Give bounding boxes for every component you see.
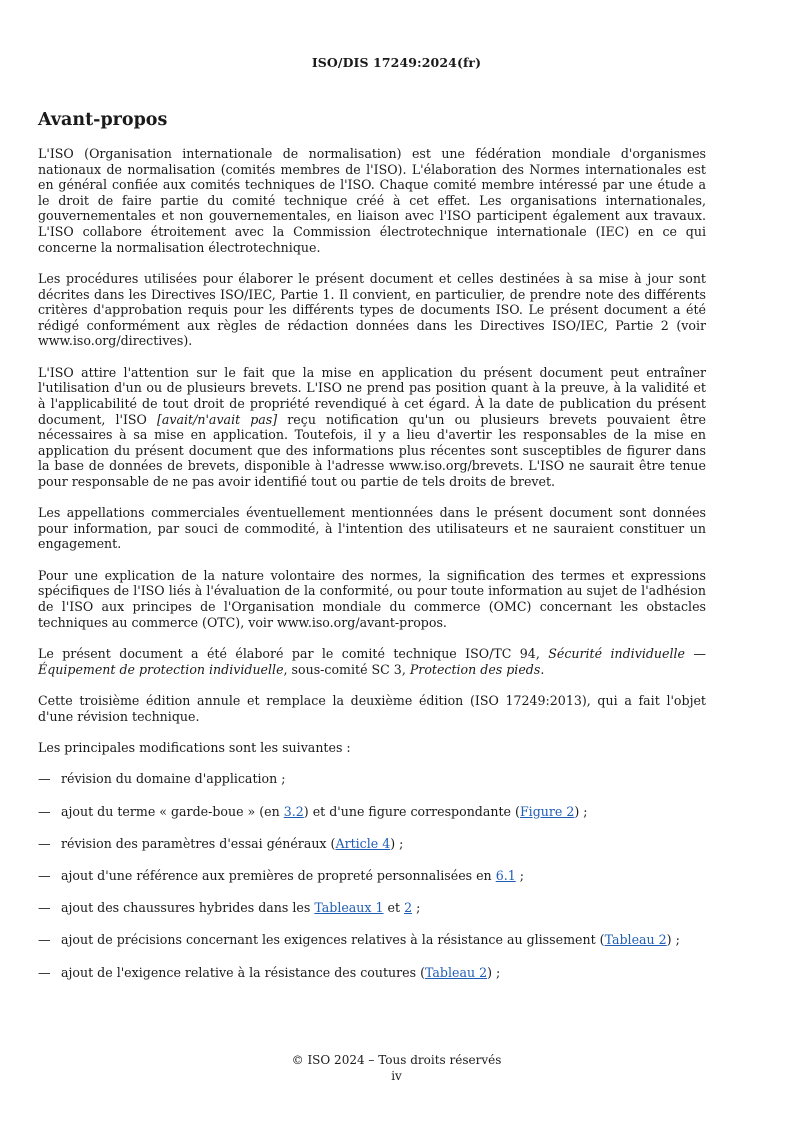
dash-bullet: — [38, 835, 51, 851]
list-item: — ajout de l'exigence relative à la résistance des coutures (Tableau 2) ; [38, 964, 501, 980]
link-figure-2[interactable]: Figure 2 [519, 803, 575, 819]
paragraph-procedures: Les procédures utilisées pour élaborer le présent document et celles destinées à sa mise à jour sont décrites dans les Directives ISO/IEC, Partie 1. Il convient, en particulier, de prendre note des différents critères d'approbation requis pour les différents types de documents ISO. Le présent document a été rédigé conformément aux règles de rédaction données dans les Directives ISO/IEC, Partie 2 (voir www.iso.org/directives). [38, 270, 706, 349]
patent-placeholder: [avait/n'avait pas] [156, 411, 278, 427]
link-tableau-2[interactable]: Tableau 2 [424, 964, 488, 980]
link-3-2[interactable]: 3.2 [283, 803, 304, 819]
paragraph-iso-intro: L'ISO (Organisation internationale de normalisation) est une fédération mondiale d'organismes nationaux de normalisation (comités membres de l'ISO). L'élaboration des Normes internationales est en général confiée aux comités techniques de l'ISO. Chaque comité membre intéressé par une étude a le droit de faire partie du comité technique créé à cet effet. Les organisations internationales, gouvernementales et non gouvernementales, en liaison avec l'ISO participent également aux travaux. L'ISO collabore étroitement avec la Commission électrotechnique internationale (IEC) en ce qui concerne la normalisation électrotechnique. [38, 146, 706, 255]
link-tableaux-1[interactable]: Tableaux 1 [314, 900, 384, 916]
paragraph-committee: Le présent document a été élaboré par le comité technique ISO/TC 94, Sécurité individuelle — Équipement de protection individuelle, sous-comité SC 3, Protection des pieds. [38, 646, 706, 677]
paragraph-edition: Cette troisième édition annule et remplace la deuxième édition (ISO 17249:2013), qui a fait l'objet d'une révision technique. [38, 693, 706, 724]
paragraph-voluntary-nature: Pour une explication de la nature volontaire des normes, la signification des termes et expressions spécifiques de l'ISO liés à l'évaluation de la conformité, ou pour toute information au sujet de l'adhésion de l'ISO aux principes de l'Organisation mondiale du commerce (OMC) concernant les obstacles techniques au commerce (OTC), voir www.iso.org/avant-propos. [38, 567, 706, 630]
list-item: — révision des paramètres d'essai généraux (Article 4) ; [38, 835, 404, 851]
paragraph-trade-names: Les appellations commerciales éventuellement mentionnées dans le présent document sont données pour information, par souci de commodité, à l'intention des utilisateurs et ne sauraient constituer un engagement. [38, 505, 706, 552]
list-item: — ajout du terme « garde-boue » (en 3.2) et d'une figure correspondante (Figure 2) ; [38, 803, 588, 819]
list-item: — ajout de précisions concernant les exigences relatives à la résistance au glissement (Tableau 2) ; [38, 932, 680, 948]
link-tableau-2[interactable]: 2 [404, 900, 413, 916]
list-item: — ajout d'une référence aux premières de propreté personnalisées en 6.1 ; [38, 867, 524, 883]
dash-bullet: — [38, 803, 51, 819]
paragraph-changes-intro: Les principales modifications sont les suivantes : [38, 739, 351, 755]
page-number: iv [391, 1068, 402, 1083]
link-tableau-2[interactable]: Tableau 2 [604, 932, 667, 948]
link-6-1[interactable]: 6.1 [495, 867, 516, 883]
dash-bullet: — [38, 771, 51, 787]
dash-bullet: — [38, 932, 51, 948]
main-content [38, 110, 706, 997]
dash-bullet: — [38, 900, 51, 916]
list-item: — ajout des chaussures hybrides dans les Tableaux 1 et 2 ; [38, 900, 421, 916]
dash-bullet: — [38, 867, 51, 883]
list-item: — révision du domaine d'application ; [38, 771, 286, 787]
copyright-notice: © ISO 2024 – Tous droits réservés [291, 1053, 502, 1067]
document-header: ISO/DIS 17249:2024(fr) [311, 55, 482, 70]
page-footer [0, 1053, 793, 1084]
link-article-4[interactable]: Article 4 [335, 835, 391, 851]
paragraph-patents: L'ISO attire l'attention sur le fait que la mise en application du présent document peut entraîner l'utilisation d'un ou de plusieurs brevets. L'ISO ne prend pas position quant à la preuve, à la validité et à l'applicabilité de tout droit de propriété revendiqué à cet égard. À la date de publication du présent document, l'ISO [avait/n'avait pas] reçu notification qu'un ou plusieurs brevets pouvaient être nécessaires à sa mise en application. Toutefois, il y a lieu d'avertir les responsables de la mise en application du présent document que des informations plus récentes sont susceptibles de figurer dans la base de données de brevets, disponible à l'adresse www.iso.org/brevets. L'ISO ne saurait être tenue pour responsable de ne pas avoir identifié tout ou partie de tels droits de brevet. [38, 364, 707, 489]
dash-bullet: — [38, 964, 51, 980]
section-title: Avant-propos [38, 110, 168, 130]
